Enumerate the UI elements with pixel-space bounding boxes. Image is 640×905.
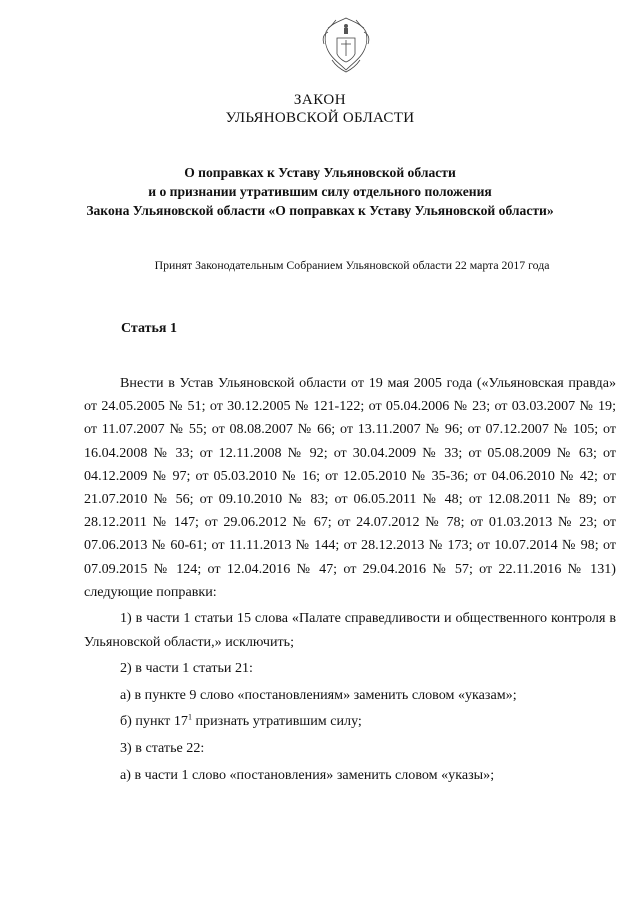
document-region: УЛЬЯНОВСКОЙ ОБЛАСТИ [225,110,415,126]
adoption-note: Принят Законодательным Собранием Ульяновской области 22 марта 2017 года [154,258,550,272]
article-body [84,372,616,787]
amendment-item-2a: а) в пункте 9 слово «постановлениям» заменить словом «указам»; [120,686,517,703]
item-2b-superscript: 1 [187,712,192,722]
amendment-item-2: 2) в части 1 статьи 21: [120,660,253,677]
subject-line-3: Закона Ульяновской области «О поправках к Уставу Ульяновской области» [86,203,554,218]
amendment-item-2b [84,710,616,733]
subject-line-2: и о признании утратившим силу отдельного положения [148,184,492,199]
item-2b-text-before: б) пункт 17 [120,713,188,730]
amendment-item-3: 3) в статье 22: [120,740,205,756]
amendment-item-3a: а) в части 1 слово «постановления» заменить словом «указы»; [120,766,495,783]
article-heading: Статья 1 [121,321,177,336]
article-intro-paragraph: Внести в Устав Ульяновской области от 19 мая 2005 года («Ульяновская правда» от 24.05.2005 № 51; от 30.12.2005 № 121-122; от 05.04.2006 № 23; от 03.03.2007 № 19; от 11.07.2007 № 55; от 08.08.2007 № 66; от 13.11.2007 № 96; от 07.12.2007 № 105; от 16.04.2008 № 33; от 12.11.2008 № 92; от 30.04.2009 № 33; от 05.08.2009 № 63; от 04.12.2009 № 97; от 05.03.2010 № 16; от 12.05.2010 № 35-36; от 04.06.2010 № 42; от 21.07.2010 № 56; от 09.10.2010 № 83; от 06.05.2011 № 48; от 12.08.2011 № 89; от 28.12.2011 № 147; от 29.06.2012 № 67; от 24.07.2012 № 78; от 01.03.2013 № 23; от 07.06.2013 № 60-61; от 11.11.2013 № 144; от 28.12.2013 № 173; от 10.07.2014 № 98; от 07.09.2015 № 124; от 12.04.2016 № 47; от 29.04.2016 № 57; от 22.11.2016 № 131) следующие поправки: [84,375,616,600]
item-2b-text-after: признать утратившим силу; [191,713,362,730]
law-subject [0,163,640,220]
document-type: ЗАКОН [293,92,347,108]
coat-of-arms-graphic [318,14,374,76]
subject-line-1: О поправках к Уставу Ульяновской области [184,165,456,180]
coat-of-arms-icon [318,14,374,76]
amendment-item-1: 1) в части 1 статьи 15 слова «Палате справедливости и общественного контроля в Ульяновской области,» исключить; [84,610,616,650]
